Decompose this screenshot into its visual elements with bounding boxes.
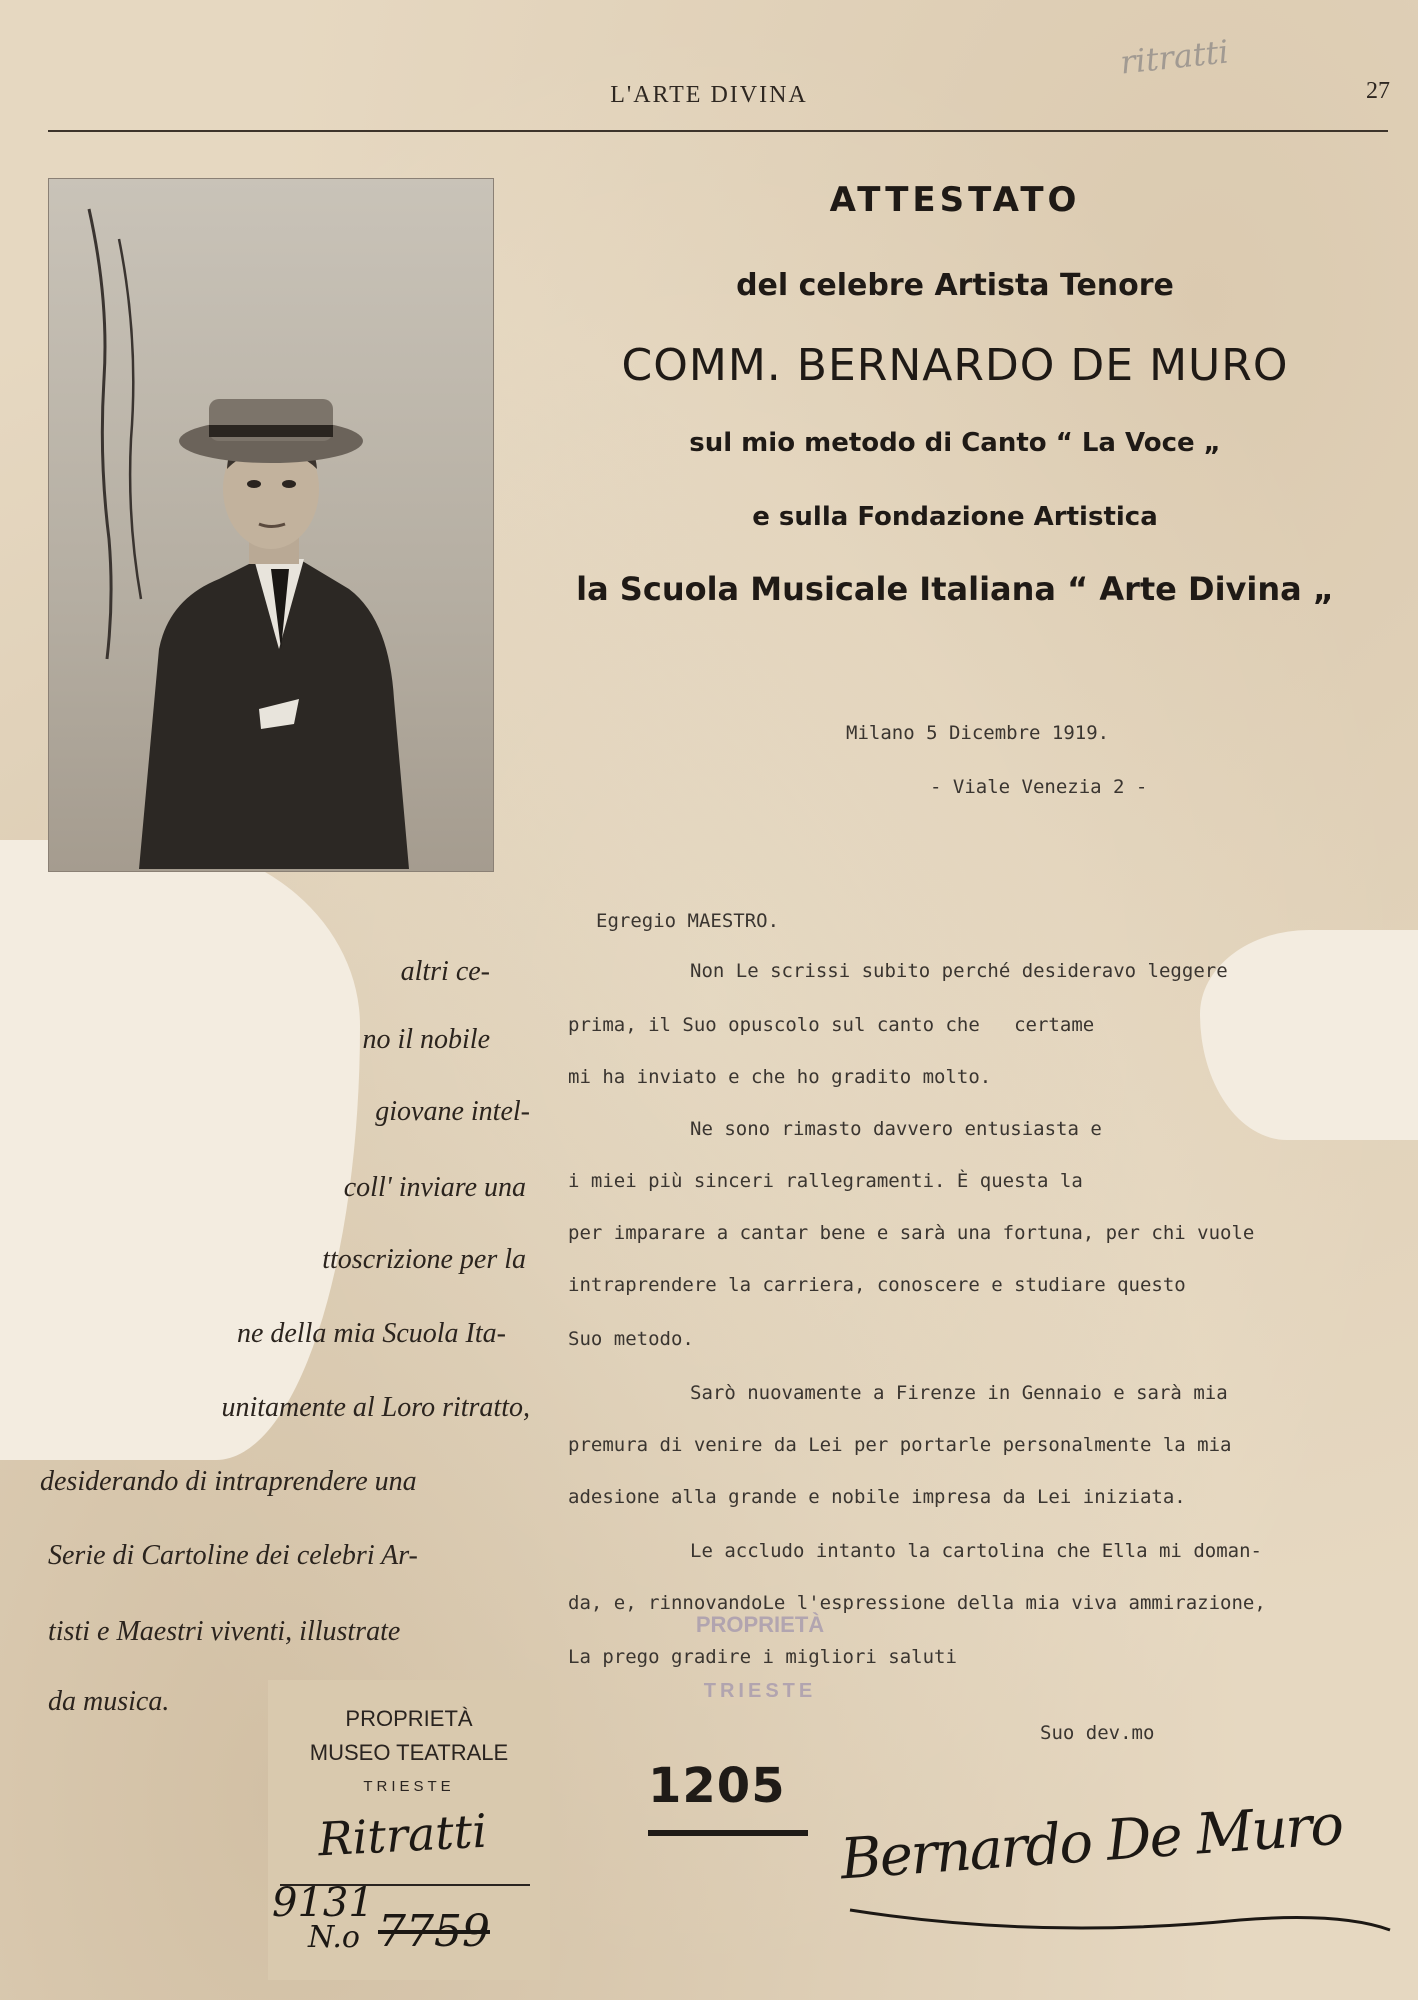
letter-line: Sarò nuovamente a Firenze in Gennaio e sarà mia	[690, 1382, 1228, 1404]
left-column-line: da musica.	[48, 1686, 170, 1717]
stamp-line-3: TRIESTE	[363, 1778, 455, 1795]
letter-address: - Viale Venezia 2 -	[930, 776, 1148, 798]
left-column-line: coll' inviare una	[343, 1172, 526, 1203]
letter-line: da, e, rinnovandoLe l'espressione della mia viva ammirazione,	[568, 1592, 1266, 1614]
portrait-illustration	[49, 179, 493, 871]
left-column-line: ttoscrizione per la	[322, 1244, 526, 1275]
letter-line: Le accludo intanto la cartolina che Ella mi doman-	[690, 1540, 1262, 1562]
letter-closing: Suo dev.mo	[1040, 1722, 1155, 1744]
letter-line: adesione alla grande e nobile impresa da Lei iniziata.	[568, 1486, 1186, 1508]
title-school-name: la Scuola Musicale Italiana “ Arte Divina „	[576, 570, 1334, 608]
inventory-number: 1205	[648, 1758, 786, 1814]
left-column-line: altri ce-	[400, 956, 490, 987]
stamp-handwritten-label: Ritratti	[316, 1803, 489, 1867]
faint-stamp-line-1: PROPRIETÀ	[695, 1612, 825, 1637]
portrait-photo	[48, 178, 494, 872]
letter-line: Suo metodo.	[568, 1328, 694, 1350]
title-line-5: e sulla Fondazione Artistica	[752, 502, 1158, 532]
title-line-2: del celebre Artista Tenore	[736, 268, 1174, 303]
title-line-4: sul mio metodo di Canto “ La Voce „	[689, 428, 1221, 458]
signature-flourish	[840, 1880, 1400, 1960]
torn-area-right	[1200, 930, 1418, 1140]
left-column-line: desiderando di intraprendere una	[40, 1466, 417, 1497]
letter-line: premura di venire da Lei per portarle personalmente la mia	[568, 1434, 1232, 1456]
left-column-line: tisti e Maestri viventi, illustrate	[48, 1616, 401, 1647]
left-column-line: giovane intel-	[375, 1096, 530, 1127]
left-column-line: no il nobile	[362, 1024, 490, 1055]
header-rule	[48, 130, 1388, 132]
letter-place-date: Milano 5 Dicembre 1919.	[846, 722, 1110, 744]
title-artist-name: COMM. BERNARDO DE MURO	[621, 340, 1289, 391]
running-head: L'ARTE DIVINA	[610, 82, 808, 108]
letter-line: i miei più sinceri rallegramenti. È questa la	[568, 1170, 1083, 1192]
museum-stamp	[268, 1680, 550, 1980]
letter-line: La prego gradire i migliori saluti	[568, 1646, 957, 1668]
left-column-line: Serie di Cartoline dei celebri Ar-	[48, 1540, 418, 1571]
left-column-line: ne della mia Scuola Ita-	[236, 1318, 506, 1349]
document-title: ATTESTATO	[829, 180, 1081, 220]
stamp-line-1: PROPRIETÀ	[345, 1706, 473, 1731]
letter-line: per imparare a cantar bene e sarà una fortuna, per chi vuole	[568, 1222, 1255, 1244]
pencil-note: ritratti	[1118, 32, 1231, 82]
signature: Bernardo De Muro	[838, 1792, 1345, 1893]
letter-line: prima, il Suo opuscolo sul canto che certame	[568, 1014, 1095, 1036]
page-number: 27	[1366, 78, 1390, 104]
stamp-struck-number: 7759	[378, 1906, 490, 1957]
torn-area-left	[0, 840, 360, 1460]
letter-line: Non Le scrissi subito perché desideravo leggere	[690, 960, 1228, 982]
stamp-handwritten-number: 9131	[272, 1880, 374, 1926]
faint-stamp-line-2: TRIESTE	[703, 1680, 817, 1702]
inventory-underline	[648, 1824, 828, 1844]
letter-line: mi ha inviato e che ho gradito molto.	[568, 1066, 992, 1088]
letter-line: intraprendere la carriera, conoscere e studiare questo	[568, 1274, 1186, 1296]
stamp-line-2: MUSEO TEATRALE	[309, 1740, 509, 1765]
left-column-line: unitamente al Loro ritratto,	[221, 1392, 530, 1423]
stamp-number-prefix: N.o	[308, 1920, 360, 1955]
letter-salutation: Egregio MAESTRO.	[596, 910, 780, 932]
letter-line: Ne sono rimasto davvero entusiasta e	[690, 1118, 1102, 1140]
